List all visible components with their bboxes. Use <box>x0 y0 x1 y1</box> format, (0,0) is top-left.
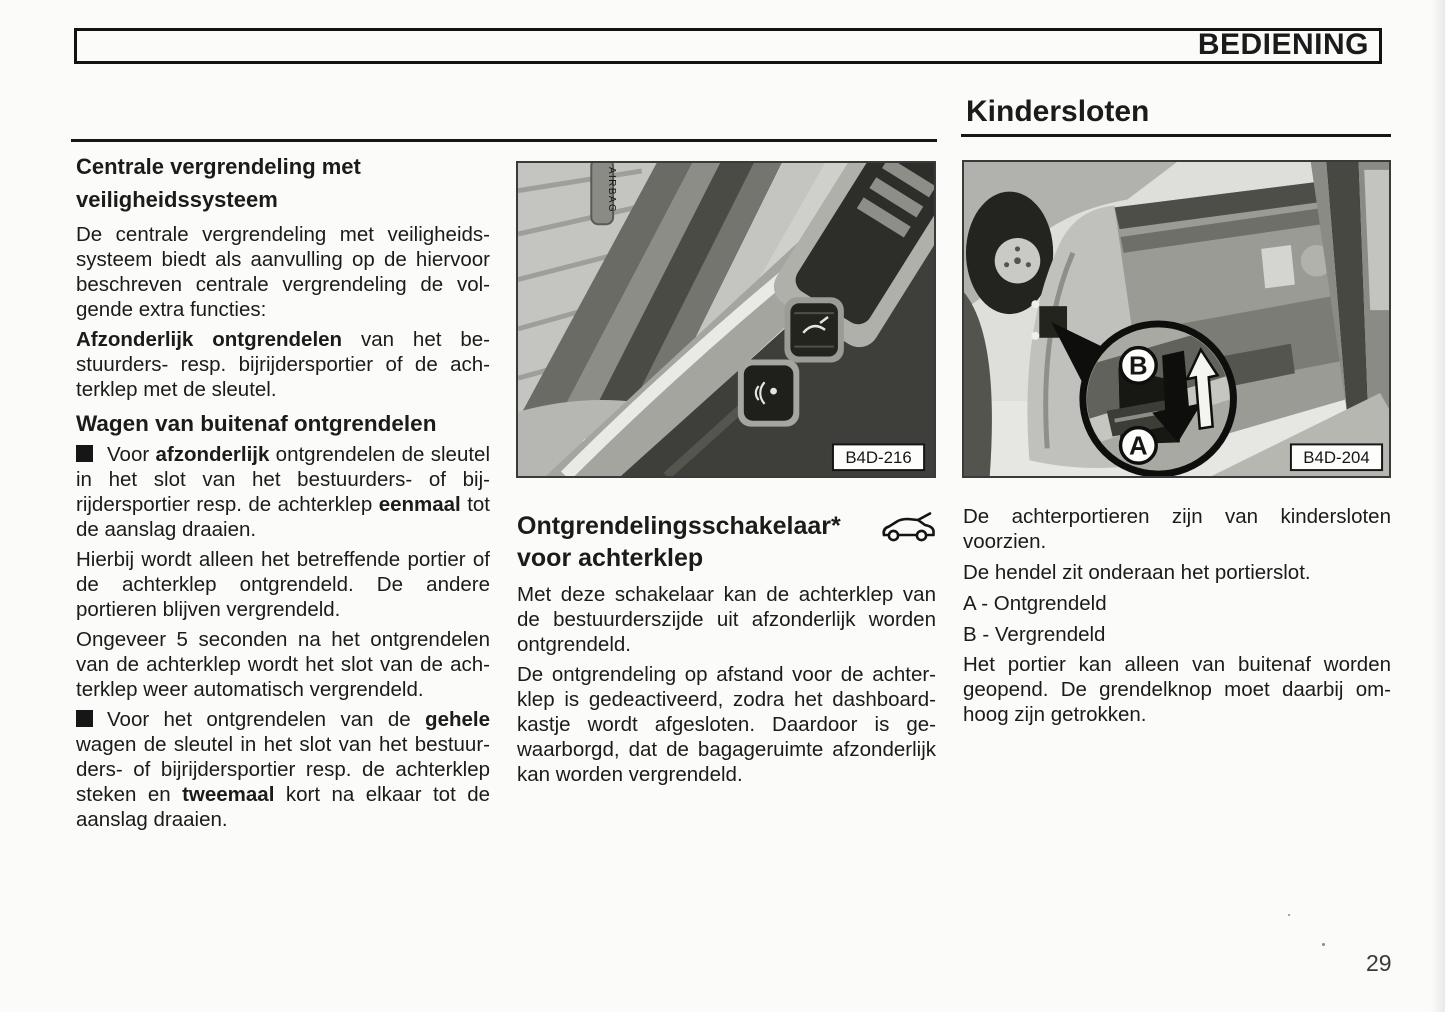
middle-column <box>517 510 936 787</box>
bold-text: Afzonderlijk ontgrendelen <box>76 328 343 351</box>
left-heading-line2: veiligheidssysteem <box>76 187 278 212</box>
car-open-trunk-icon <box>880 512 936 544</box>
header-banner <box>74 28 1382 64</box>
divider-right <box>961 134 1391 137</box>
figure-child-lock <box>962 160 1391 478</box>
airbag-label <box>591 163 617 224</box>
paragraph-bullet-1 <box>76 442 490 542</box>
paragraph-only-door: Hierbij wordt alleen het betreffende portier of de achterklep ontgrendeld. De andere portieren blijven vergrendeld. <box>76 548 490 621</box>
regular-text: kort na elkaar tot de aanslag draaien. <box>76 783 491 831</box>
bullet-square-icon <box>76 710 93 727</box>
paragraph-intro: De centrale vergrendeling met veiligheidssysteem biedt als aanvulling op de hiervoor beschreven centrale vergrendeling de volgende extra functies: <box>76 223 490 321</box>
child-lock-illustration <box>964 162 1389 476</box>
bold-text: eenmaal <box>378 493 461 516</box>
paragraph-bullet-2 <box>76 707 490 832</box>
figure-tag <box>1291 444 1382 470</box>
regular-text: Voor het ontgrendelen van de <box>107 708 426 731</box>
regular-text: van het bestuurders- resp. bijrijdersportier of de achterklep met de sleutel. <box>76 328 490 401</box>
paragraph-relock: Ongeveer 5 seconden na het ontgrendelen van de achterklep wordt het slot van de achterklep weer automatisch vergrendeld. <box>76 628 490 701</box>
page-number: 29 <box>1366 950 1392 976</box>
scan-speck <box>1288 914 1290 916</box>
label-a: A <box>1129 432 1148 461</box>
regular-text: ontgrendelen de sleutel in het slot van het bestuurders- of bijrijdersportier resp. de achterklep <box>76 443 490 516</box>
paragraph-glovebox: De ontgrendeling op afstand voor de achterklep is gedeactiveerd, zodra het dashboardkastje wordt afgesloten. Daardoor is gewaarborgd, dat de bagageruimte afzonderlijk kan worden vergrendeld. <box>517 663 936 786</box>
legend-item-b: B - Vergrendeld <box>963 623 1106 646</box>
regular-text: wagen de sleutel in het slot van het bestuurders- of bijrijdersportier resp. de achterklep steken en <box>76 733 490 806</box>
svg-text:B4D-216: B4D-216 <box>845 448 912 468</box>
trunk-release-switch <box>784 297 843 362</box>
bold-text: tweemaal <box>182 783 275 806</box>
paragraph-outside-open: Het portier kan alleen van buitenaf worden geopend. De grendelknop moet daarbij omhoog zijn getrokken. <box>963 653 1391 726</box>
middle-heading-line1: Ontgrendelingsschakelaar* <box>517 512 841 540</box>
paragraph-switch: Met deze schakelaar kan de achterklep van de bestuurderszijde uit afzonderlijk worden ontgrendeld. <box>517 583 936 656</box>
section-title: Kindersloten <box>966 95 1150 128</box>
paragraph-unlock-single <box>76 327 490 402</box>
left-subheading: Wagen van buitenaf ontgrendelen <box>76 411 437 436</box>
page-header-title: BEDIENING <box>1197 28 1369 61</box>
left-column <box>76 150 490 832</box>
legend-item-a: A - Ontgrendeld <box>963 592 1107 615</box>
bold-text: afzonderlijk <box>155 443 270 466</box>
regular-text: Voor <box>107 443 156 466</box>
right-column <box>963 504 1391 727</box>
lower-switch <box>738 359 799 426</box>
figure-tag <box>833 444 924 470</box>
paragraph-lever: De hendel zit onderaan het portierslot. <box>963 561 1311 584</box>
middle-heading-line2: voor achterklep <box>517 544 704 572</box>
label-b: B <box>1129 352 1148 381</box>
svg-text:AIRBAG: AIRBAG <box>606 166 618 214</box>
bold-text: gehele <box>425 708 490 731</box>
divider-left <box>71 139 937 142</box>
middle-heading <box>517 510 936 574</box>
scan-speck <box>1322 943 1325 946</box>
svg-text:B4D-204: B4D-204 <box>1303 448 1370 468</box>
regular-text: tot de aanslag draaien. <box>76 493 490 541</box>
figure-door-switches <box>516 161 936 478</box>
paragraph-childlocks: De achterportieren zijn van kindersloten voorzien. <box>963 505 1391 553</box>
left-heading <box>76 150 490 216</box>
bullet-square-icon <box>76 445 93 462</box>
left-heading-line1: Centrale vergrendeling met <box>76 154 361 179</box>
door-switches-illustration <box>518 163 934 476</box>
